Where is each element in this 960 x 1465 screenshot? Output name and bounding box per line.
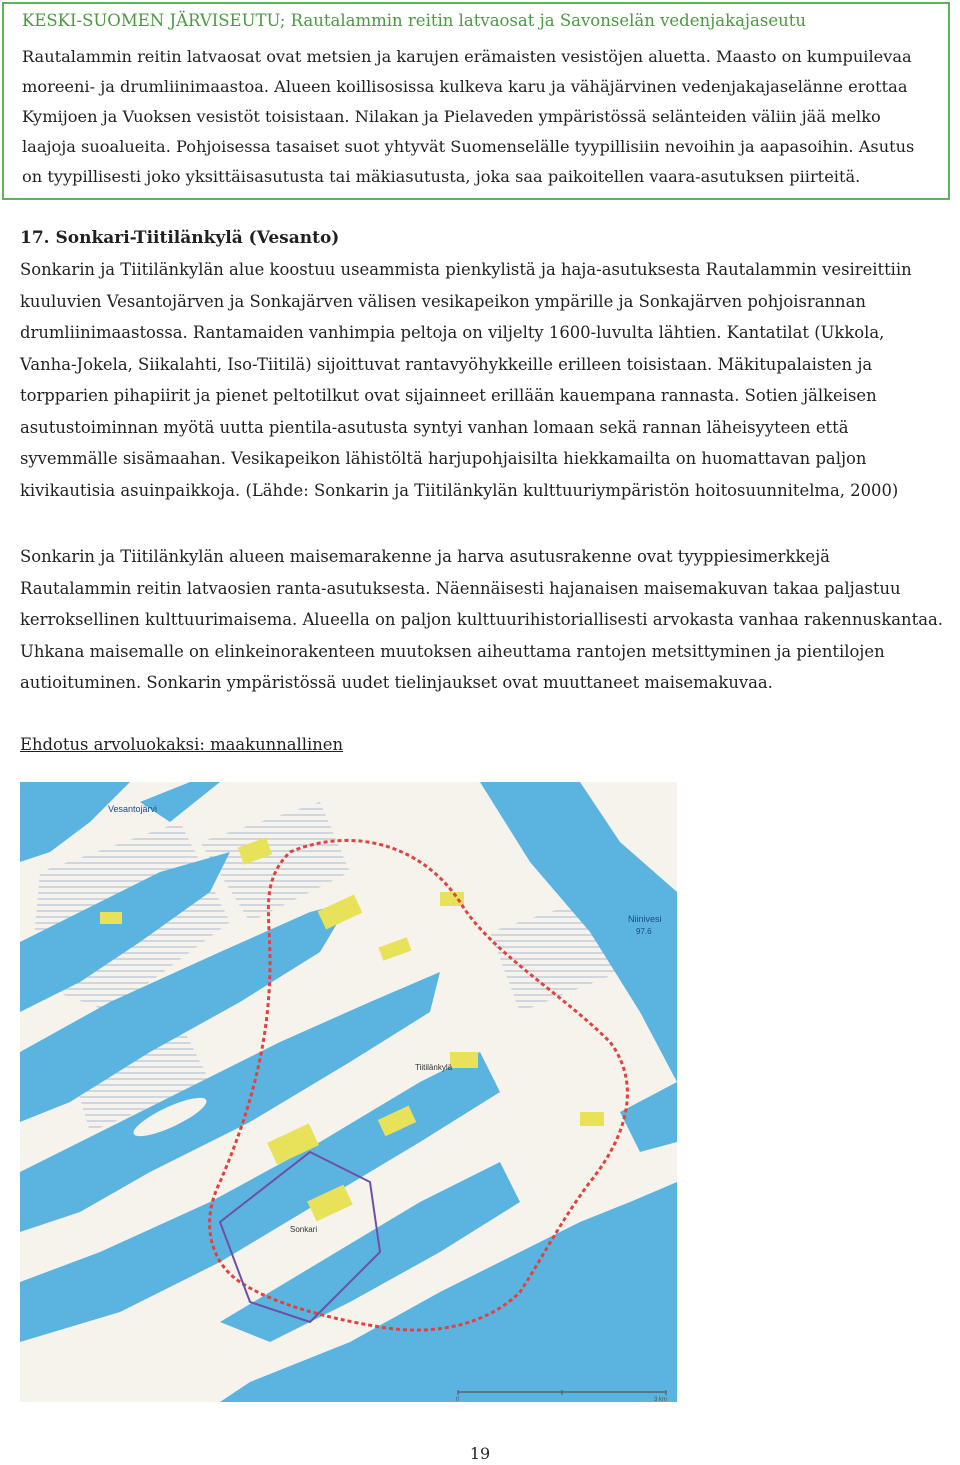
map-scale-bar: [456, 1388, 676, 1402]
site-paragraph-1: Sonkarin ja Tiitilänkylän alue koostuu useammista pienkylistä ja haja-asutuksesta Rautalammin vesireittiin kuuluvien Vesantojärven ja Sonkajärven välisen vesikapeikon ympärille ja Sonkajärven pohjoisrannan drumliinimaastossa. Rantamaiden vanhimpia peltoja on viljelty 1600-luvulta lähtien. Kantatilat (Ukkola, Vanha-Jokela, Siikalahti, Iso-Tiitilä) sijoittuvat rantavyöhykkeille erilleen toisistaan. Mäkitupalaisten ja torpparien pihapiirit ja pienet peltotilkut ovat sijainneet erillään kauempana rannasta. Sotien jälkeisen asutustoiminnan myötä uutta pientila-asutusta syntyi vanhan lomaan sekä rannan läheisyyteen että syvemmälle sisämaahan. Vesikapeikon lähistöltä harjupohjaisilta hiekkamailta on huomattavan paljon kivikautisia asuinpaikkoja. (Lähde: Sonkarin ja Tiitilänkylän kulttuuriympäristön hoitosuunnitelma, 2000): [20, 260, 912, 500]
region-description-box: [2, 2, 950, 200]
scale-label-end: 3 km: [654, 1397, 668, 1402]
map-label-vesantojarvi: Vesantojärvi: [108, 804, 158, 814]
map-graphic: [20, 782, 677, 1402]
scale-label-start: 0: [456, 1397, 460, 1402]
map-label-village: Sonkari: [290, 1225, 318, 1234]
region-text: Rautalammin reitin latvaosat ovat metsien ja karujen erämaisten vesistöjen aluetta. Maasto on kumpuilevaa moreeni- ja drumliinimaastoa. Alueen koillisosissa kulkeva karu ja vähäjärvinen vedenjakajaselänne erottaa Kymijoen ja Vuoksen vesistöt toisistaan. Nilakan ja Pielaveden ympäristössä selänteiden väliin jää melko laajoja suoalueita. Pohjoisessa tasaiset suot yhtyvät Suomenselälle tyypillisiin nevoihin ja aapasoihin. Asutus on tyypillisesti joko yksittäisasutusta tai mäkiasutusta, joka saa paikoitellen vaara-asutuksen piirteitä.: [22, 47, 915, 186]
field: [440, 892, 464, 906]
site-heading: 17. Sonkari-Tiitilänkylä (Vesanto): [20, 228, 340, 248]
site-paragraph-2: Sonkarin ja Tiitilänkylän alueen maisemarakenne ja harva asutusrakenne ovat tyyppiesimerkkejä Rautalammin reitin latvaosien ranta-asutuksesta. Näennäisesti hajanaisen maisemakuvan takaa paljastuu kerroksellinen kulttuurimaisema. Alueella on paljon kulttuurihistoriallisesti arvokasta vanhaa rakennuskantaa. Uhkana maisemalle on elinkeinorakenteen muutoksen aiheuttama rantojen metsittyminen ja pientilojen autioituminen. Sonkarin ympäristössä uudet tielinjaukset ovat muuttaneet maisemakuvaa.: [20, 547, 943, 692]
map-label-village: Tiitilänkylä: [415, 1063, 453, 1072]
region-title: KESKI-SUOMEN JÄRVISEUTU; Rautalammin reitin latvaosat ja Savonselän vedenjakajaseutu: [22, 11, 806, 30]
page-number: 19: [469, 1444, 491, 1463]
field: [100, 912, 122, 924]
field: [580, 1112, 604, 1126]
topographic-map: [20, 782, 677, 1402]
map-label-niinivesi-level: 97.6: [636, 927, 652, 936]
value-class-proposal: Ehdotus arvoluokaksi: maakunnallinen: [20, 735, 344, 754]
site-section: [20, 226, 945, 506]
field: [450, 1052, 478, 1068]
map-label-niinivesi: Niinivesi: [628, 914, 662, 924]
